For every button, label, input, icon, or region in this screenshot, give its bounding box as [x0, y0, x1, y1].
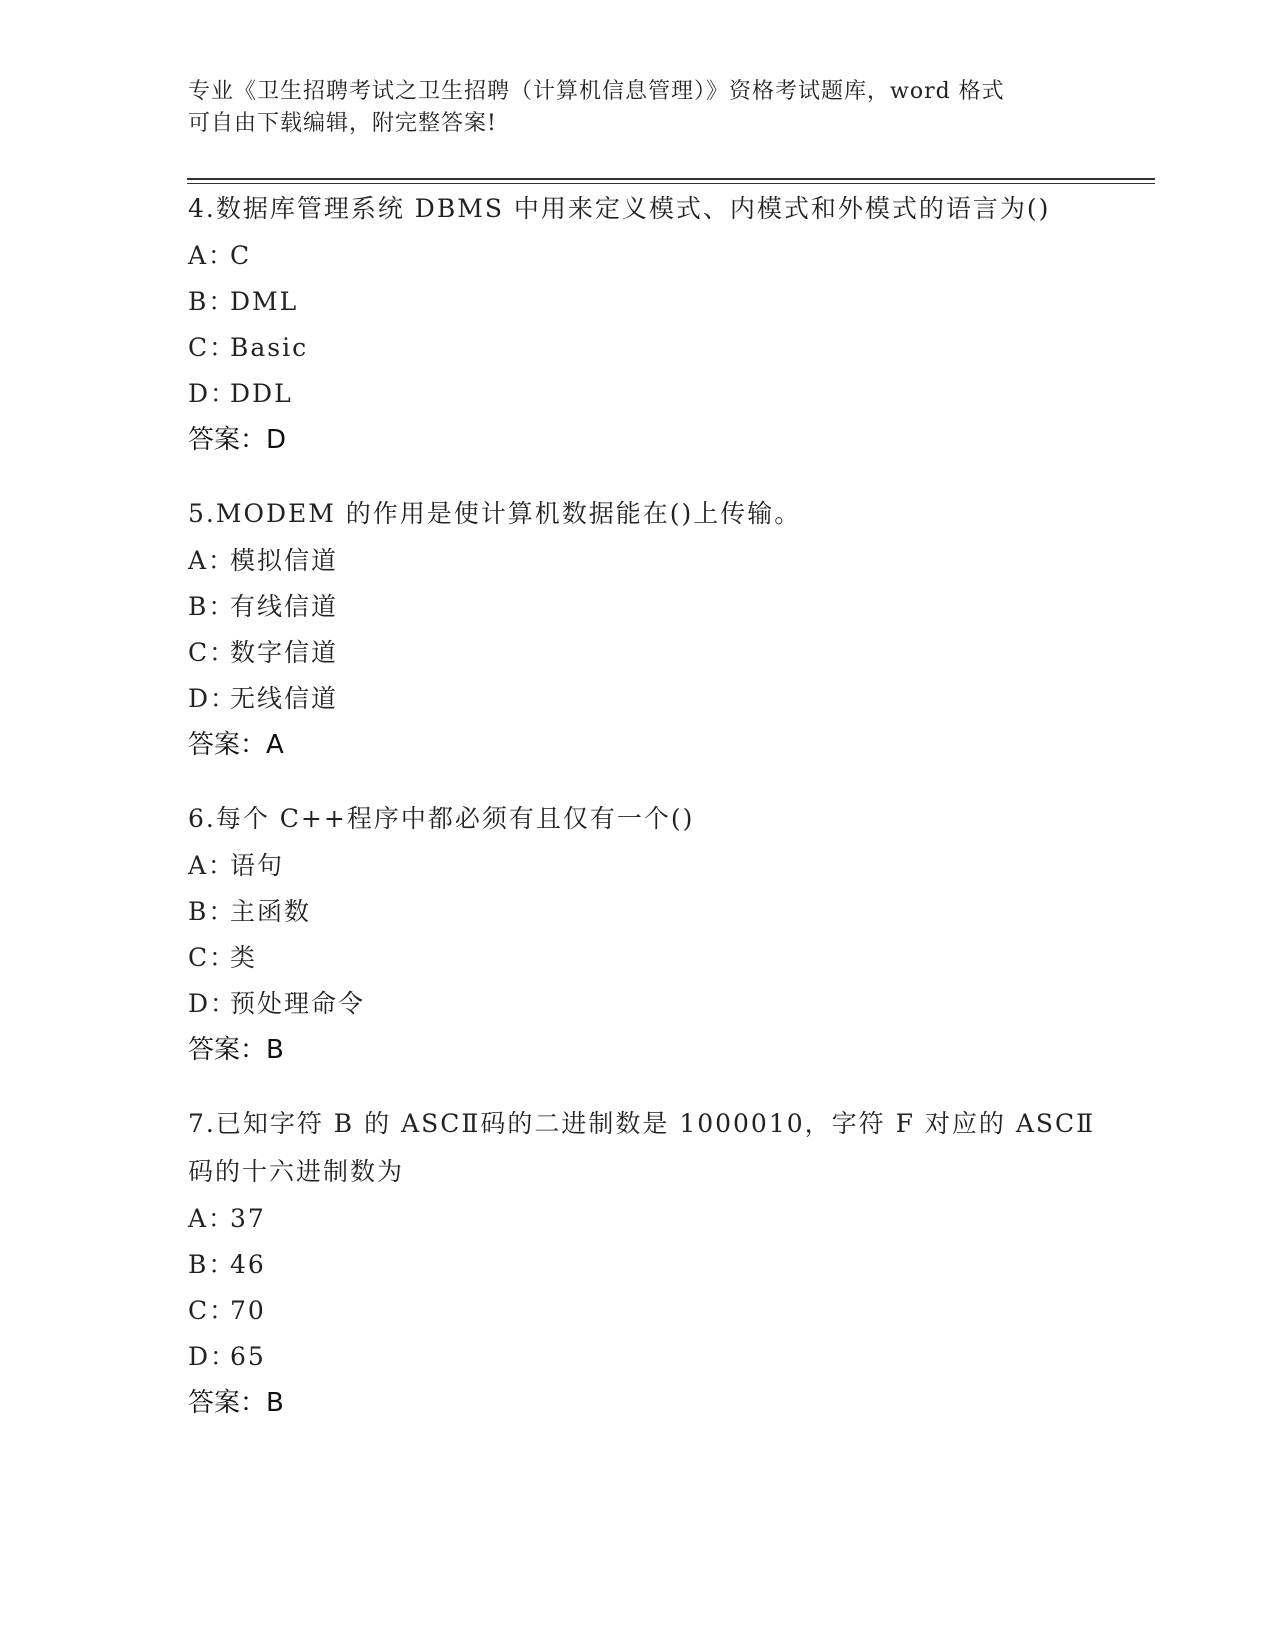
- header-line-1: 专业《卫生招聘考试之卫生招聘（计算机信息管理）》资格考试题库，word 格式: [188, 79, 1005, 104]
- question-4: [188, 185, 1088, 463]
- answer-label: 答案：A: [188, 730, 284, 760]
- option-text: 无线信道: [230, 684, 339, 713]
- option-b: [188, 889, 1088, 935]
- option-text: 数字信道: [230, 638, 339, 667]
- option-c: [188, 1288, 1088, 1334]
- option-d: [188, 371, 1088, 417]
- option-a: [188, 1196, 1088, 1242]
- question-stem-line: 7.已知字符 B 的 ASCⅡ码的二进制数是 1000010，字符 F 对应的 ASCⅡ: [188, 1109, 1096, 1138]
- question-stem: [188, 795, 1088, 843]
- option-text: Basic: [230, 333, 309, 362]
- option-key: D：: [188, 1342, 238, 1371]
- option-c: [188, 325, 1088, 371]
- option-key: A：: [188, 851, 236, 880]
- option-text: 类: [230, 943, 258, 972]
- option-a: [188, 233, 1088, 279]
- option-key: A：: [188, 1204, 236, 1233]
- option-text: 70: [230, 1296, 266, 1325]
- option-d: [188, 981, 1088, 1027]
- question-stem-line: 5.MODEM 的作用是使计算机数据能在()上传输。: [188, 499, 802, 528]
- header-divider-thick: [187, 178, 1155, 180]
- option-b: [188, 279, 1088, 325]
- option-key: D：: [188, 684, 238, 713]
- option-key: A：: [188, 546, 236, 575]
- option-text: 37: [230, 1204, 266, 1233]
- option-c: [188, 630, 1088, 676]
- option-key: B：: [188, 1250, 236, 1279]
- question-stem-line: 码的十六进制数为: [188, 1157, 405, 1186]
- answer-label: 答案：B: [188, 1388, 284, 1418]
- option-b: [188, 1242, 1088, 1288]
- question-5: [188, 490, 1088, 768]
- question-6: [188, 795, 1088, 1073]
- option-text: 65: [230, 1342, 266, 1371]
- option-text: DDL: [230, 379, 293, 408]
- header-line-2: 可自由下载编辑，附完整答案!: [188, 111, 497, 136]
- answer-label: 答案：B: [188, 1035, 284, 1065]
- option-b: [188, 584, 1088, 630]
- document-header: [188, 76, 1088, 140]
- option-a: [188, 843, 1088, 889]
- option-key: D：: [188, 989, 238, 1018]
- option-text: 有线信道: [230, 592, 339, 621]
- option-key: C：: [188, 638, 237, 667]
- question-stem: [188, 490, 1088, 538]
- option-c: [188, 935, 1088, 981]
- option-key: B：: [188, 592, 236, 621]
- option-text: 模拟信道: [230, 546, 339, 575]
- question-stem-line: 6.每个 C++程序中都必须有且仅有一个(): [188, 804, 695, 833]
- option-a: [188, 538, 1088, 584]
- option-key: D：: [188, 379, 238, 408]
- option-key: C：: [188, 943, 237, 972]
- option-text: 预处理命令: [230, 989, 366, 1018]
- option-text: 主函数: [230, 897, 312, 926]
- question-stem-line: 4.数据库管理系统 DBMS 中用来定义模式、内模式和外模式的语言为(): [188, 194, 1051, 223]
- option-text: DML: [230, 287, 299, 316]
- question-7: [188, 1100, 1096, 1426]
- option-key: C：: [188, 1296, 237, 1325]
- question-stem: [188, 185, 1088, 233]
- answer-label: 答案：D: [188, 425, 287, 455]
- option-text: C: [230, 241, 252, 270]
- question-stem: [188, 1100, 1096, 1196]
- option-text: 语句: [230, 851, 285, 880]
- option-key: C：: [188, 333, 237, 362]
- option-d: [188, 676, 1088, 722]
- option-d: [188, 1334, 1088, 1380]
- option-key: B：: [188, 897, 236, 926]
- option-key: B：: [188, 287, 236, 316]
- option-key: A：: [188, 241, 236, 270]
- option-text: 46: [230, 1250, 266, 1279]
- header-divider-thin: [187, 183, 1155, 184]
